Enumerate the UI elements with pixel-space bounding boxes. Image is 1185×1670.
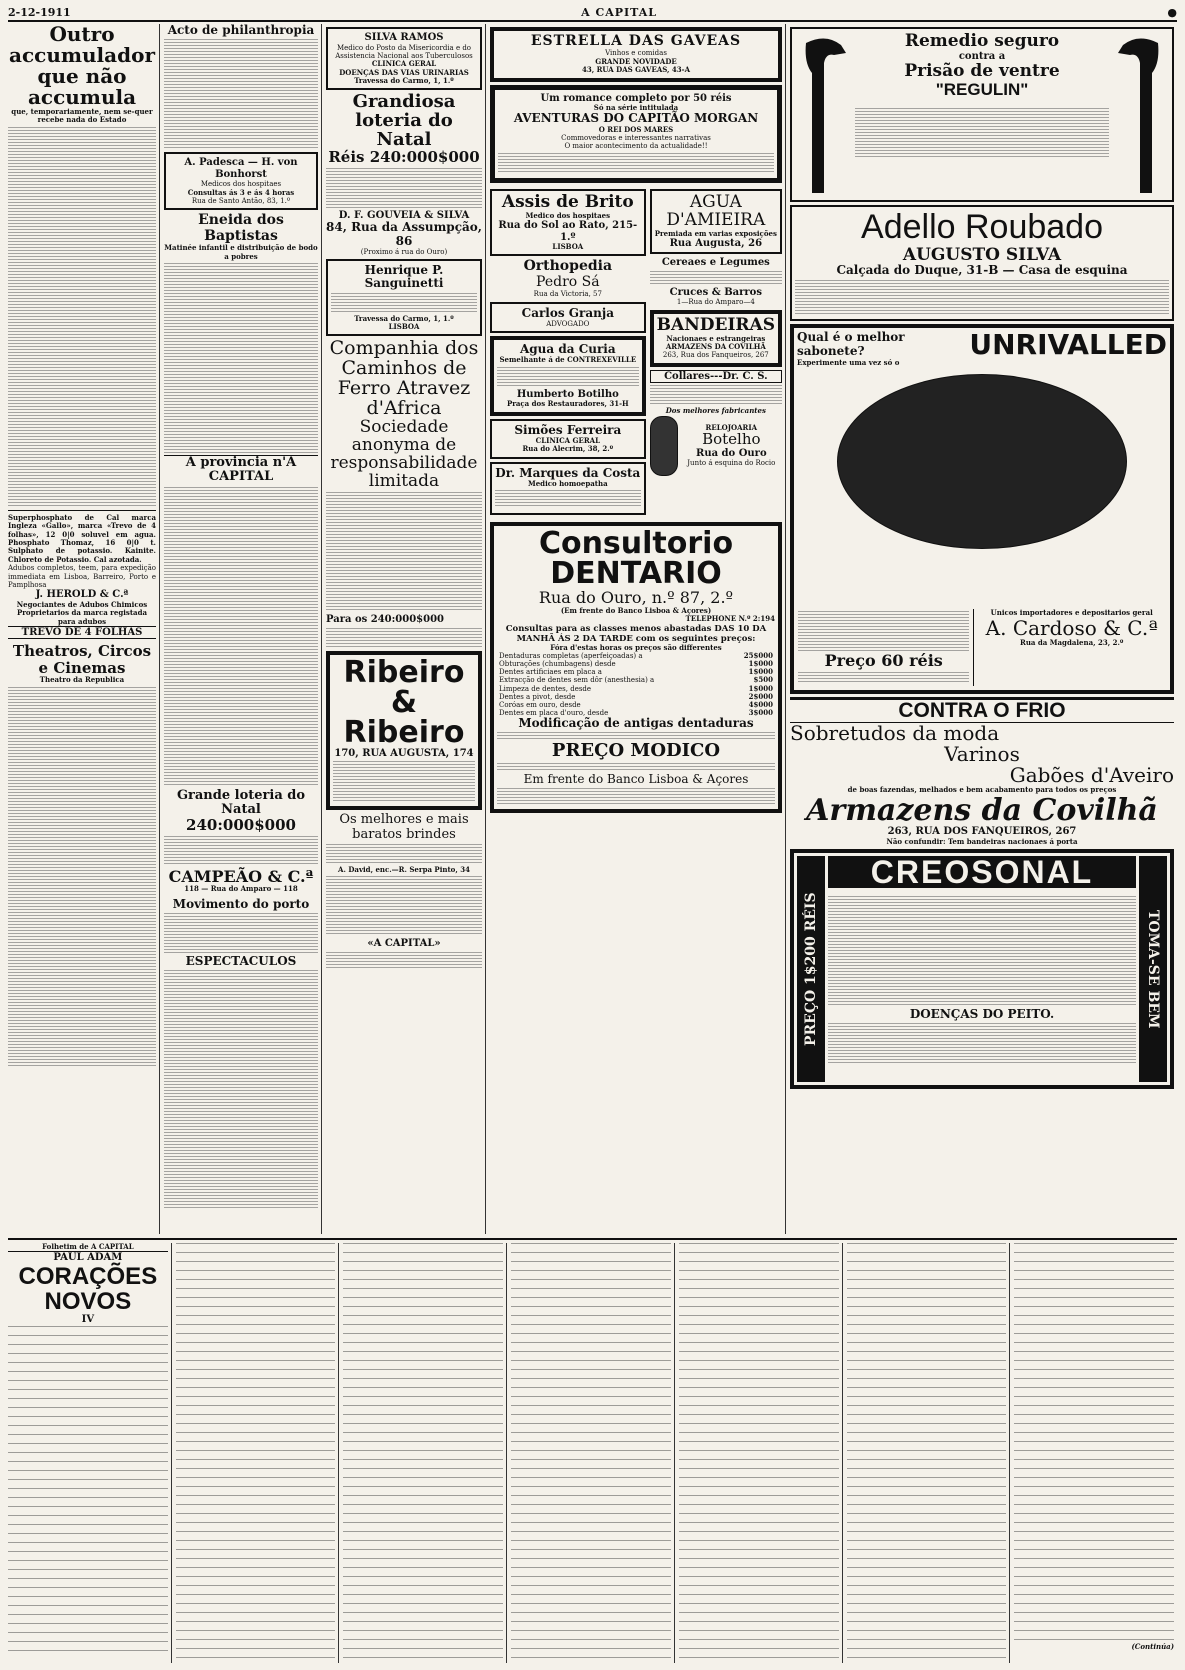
bandeiras-store: ARMAZENS DA COVILHÃ [665, 342, 766, 352]
melhores-body [326, 844, 482, 864]
creosonal-tomase: TOMA-SE BEM [1139, 856, 1167, 1082]
romance-details [498, 153, 774, 173]
gouveia-note: (Proximo á rua do Ouro) [360, 247, 448, 256]
cruces-name: Cruces & Barros [669, 286, 762, 298]
modico-label: PREÇO MODICO [551, 739, 721, 761]
modificacao-body [497, 732, 775, 740]
amieira-name: AGUA D'AMIEIRA [666, 191, 766, 230]
page-header [8, 6, 1177, 22]
melhores-fab: Dos melhores fabricantes [665, 406, 766, 416]
creosonal-footer [828, 1023, 1136, 1063]
folhetim-col-2 [176, 1243, 340, 1663]
botelho-ad [650, 416, 782, 476]
silva-role: Medico do Posto da Misericordia e do Assistencia Nacional aos Tuberculosos [335, 43, 473, 60]
grandiosa-title: Grandiosa loteria do Natal [352, 91, 456, 151]
curia-depositary: Humberto Botilho [516, 388, 619, 400]
consultorio-price-table [497, 652, 775, 716]
provincia-body [164, 487, 318, 787]
column-5 [790, 24, 1177, 1234]
consultorio-ad [490, 522, 782, 813]
campeao-address: 118 — Rua do Amparo — 118 [184, 884, 298, 894]
consultorio-footer [497, 788, 775, 804]
estrella-ad [490, 27, 782, 82]
watch-icon [650, 416, 678, 476]
price-row: Dentaduras completas (aperfeiçoadas) a 25$000 [499, 651, 773, 661]
folhetim-col-3 [343, 1243, 507, 1663]
botelho-street: Rua do Ouro [696, 447, 767, 459]
provincia-title: A provincia n'A CAPITAL [164, 455, 318, 485]
price-row: Obturações (chumbagens) desde 1$000 [499, 659, 773, 669]
adello-title: Adello Roubado [861, 208, 1103, 246]
creosonal-brand: CREOSONAL [828, 856, 1136, 888]
simoes-name: Simões Ferreira [514, 422, 622, 437]
folhetim-col-4 [511, 1243, 675, 1663]
ribeiro-name: Ribeiro & Ribeiro [343, 654, 465, 750]
unrivalled-brand: UNRIVALLED [969, 328, 1167, 362]
gouveia-name: D. F. GOUVEIA & SILVA [338, 209, 470, 221]
companhia-title: Companhia dos Caminhos de Ferro Atravez d'Africa [329, 337, 479, 420]
face-illustration [837, 374, 1127, 549]
para-240-body [326, 628, 482, 648]
folhetim-text-6 [847, 1243, 1007, 1663]
armazens-address: 263, RUA DOS FANQUEIROS, 267 [887, 826, 1077, 838]
folhetim-text-2 [176, 1243, 336, 1663]
espectaculos-title: ESPECTACULOS [185, 953, 297, 968]
unrivalled-body [798, 611, 969, 651]
sanguinetti-details [331, 293, 477, 313]
unrivalled-ad [790, 324, 1174, 694]
collares-title: Collares---Dr. C. S. [650, 370, 782, 384]
romance-event: O maior acontecimento da actualidade!! [564, 142, 708, 151]
philanthropia-title: Acto de philanthropia [167, 24, 315, 37]
espectaculos-body [164, 970, 318, 1210]
campeao-name: CAMPEÃO & C.ª [168, 866, 314, 886]
adello-body [795, 280, 1169, 314]
estrella-address: 43, RUA DAS GAVEAS, 43-A [581, 65, 691, 75]
eneida-subtitle: Matinée infantil e distribuição de bodo a pobres [164, 243, 318, 261]
loteria-natal-value: 240:000$000 [186, 816, 296, 835]
sanguinetti-name: Henrique P. Sanguinetti [364, 263, 444, 291]
assis-city: LISBOA [552, 242, 584, 252]
romance-desc: Commovedoras e interessantes narrativas [561, 134, 711, 143]
grandiosa-value: Réis 240:000$000 [328, 148, 480, 167]
price-row: Coróas em ouro, desde 4$000 [499, 699, 773, 709]
price-row: Dentes a pivot, desde 2$000 [499, 691, 773, 701]
pedro-name: Pedro Sá [536, 273, 600, 290]
costa-name: Dr. Marques da Costa [495, 465, 641, 480]
modificacao-title: Modificação de antigas dentaduras [518, 715, 754, 730]
cruces-address: 1—Rua do Amparo—4 [676, 298, 755, 307]
amieira-ad [650, 189, 782, 255]
creosonal-doencas: DOENÇAS DO PEITO. [909, 1007, 1055, 1021]
eneida-title: Eneida dos Baptistas [198, 212, 284, 244]
column-2 [164, 24, 322, 1234]
movimento-title: Movimento do porto [172, 896, 310, 911]
creosonal-ad [790, 849, 1174, 1089]
eneida-body [164, 263, 318, 453]
folhetim-text-7 [1014, 1243, 1174, 1643]
loteria-body [164, 836, 318, 866]
loteria-natal-title: Grande loteria do Natal [176, 787, 306, 817]
capital-title: «A CAPITAL» [367, 938, 441, 950]
romance-title: Um romance completo por 50 réis [540, 92, 732, 104]
article-title-2: que não accumula [27, 64, 137, 109]
column-3 [326, 24, 486, 1234]
curia-details [497, 367, 639, 387]
unrivalled-price: Preço 60 réis [824, 651, 943, 671]
adello-ad [790, 205, 1174, 321]
amieira-sub: Premiada em varias exposições [654, 228, 777, 238]
regulin-body [855, 108, 1109, 158]
chambre-body [326, 876, 482, 936]
granja-role: ADVOGADO [546, 319, 590, 328]
theatros-body [8, 687, 156, 1067]
lazendas-desc: de boas fazendas, melhados e bem acabamento para todos os preços [847, 785, 1117, 795]
relojoaria-label: RELOJOARIA [705, 422, 758, 432]
folhetim-header: Folhetim de A CAPITAL [8, 1243, 168, 1252]
collares-body [650, 385, 782, 405]
bird-right-icon [1108, 33, 1168, 198]
folhetim-author: PAUL ADAM [53, 1252, 123, 1264]
simoes-ad [490, 419, 646, 459]
consultorio-note: Fóra d'estas horas os preços são differentes [550, 642, 722, 652]
cardoso-name: A. Cardoso & C.ª [985, 615, 1158, 640]
para-240-title: Para os 240:000$000 [326, 614, 445, 626]
creosonal-price: PREÇO 1$200 RÉIS [797, 856, 825, 1082]
consultorio-offer: Consultas para as classes menos abastadas DAS 10 DA MANHÃ ÁS 2 DA TARDE com os seguintes preços: [505, 623, 767, 644]
herold-desc: Negociantes de Adubos Chimicos Proprietarios da marca registada para adubos [16, 599, 148, 626]
padesca-address: Rua de Santo Antão, 83, 1.º [191, 196, 291, 205]
curia-ad [490, 336, 646, 415]
bandeiras-name: BANDEIRAS [656, 314, 775, 335]
silva-address: Travessa do Carmo, 1, 1.º [354, 76, 454, 86]
folhetim-chapter: IV [81, 1314, 95, 1326]
assis-address: Rua do Sol ao Rato, 215-1.º [498, 220, 638, 243]
regulin-contra: contra a [958, 50, 1006, 62]
silva-name: SILVA RAMOS [364, 32, 444, 43]
simoes-address: Rua do Alecrim, 38, 2.º [522, 444, 614, 454]
sanguinetti-address: Travessa do Carmo, 1, 1.º [354, 313, 454, 323]
consultorio-address: Rua do Ouro, n.º 87, 2.º [538, 588, 734, 608]
cardoso-address: Rua da Magdalena, 23, 2.º [1020, 637, 1124, 647]
curia-sub: Semelhante á de CONTREXEVILLE [499, 355, 637, 365]
sanguinetti-ad [326, 259, 482, 336]
silva-ramos-ad [326, 27, 482, 90]
gaboes-title: Gabões d'Aveiro [1009, 763, 1174, 788]
price-row: Dentes em placa d'ouro, desde 3$000 [499, 707, 773, 717]
cereaes-body [650, 271, 782, 285]
sabonete-question: Qual é o melhor sabonete? [797, 330, 905, 359]
trevo-brand: TREVO DE 4 FOLHAS [8, 626, 156, 640]
assis-ad [490, 189, 646, 257]
estrella-novidade: GRANDE NOVIDADE [595, 56, 677, 66]
pedro-address: Rua da Victoria, 57 [533, 290, 602, 299]
padesca-name: A. Padesca — H. von Bonhorst [184, 157, 298, 180]
unicos-label: Unicos importadores e depositarios geral [990, 608, 1153, 618]
granja-name: Carlos Granja [521, 305, 614, 320]
price-row: Extracção de dentes sem dôr (anesthesia) a $500 [499, 675, 773, 685]
gouveia-address: 84, Rua da Assumpção, 86 [326, 220, 482, 248]
folhetim-text-3 [343, 1243, 503, 1663]
adello-owner: AUGUSTO SILVA [902, 244, 1062, 265]
romance-rei: O REI DOS MARES [598, 124, 674, 134]
philanthropia-body [164, 39, 318, 149]
article-title-1: Outro accumulador [9, 24, 155, 67]
padesca-hours: Consultas ás 3 e ás 4 horas [187, 187, 295, 197]
silva-specialty: DOENÇAS DAS VIAS URINARIAS [339, 67, 469, 77]
regulin-condition: Prisão de ventre [904, 61, 1060, 82]
varinos-title: Varinos [944, 742, 1020, 767]
amieira-address: Rua Augusta, 26 [669, 237, 763, 249]
consultorio-phone: TELEPHONE N.º 2:194 [685, 614, 775, 624]
unrivalled-sales [798, 672, 969, 684]
ribeiro-address: 170, RUA AUGUSTA, 174 [334, 747, 474, 759]
folhetim-col-5 [679, 1243, 843, 1663]
folhetim-col-7 [1014, 1243, 1177, 1663]
folhetim-text-4 [511, 1243, 671, 1663]
padesca-role: Medicos dos hospitaes [200, 180, 282, 189]
grandiosa-body [326, 168, 482, 208]
sanguinetti-city: LISBOA [388, 321, 420, 331]
costa-ad [490, 462, 646, 516]
adello-address: Calçada do Duque, 31-B — Casa de esquina [836, 263, 1128, 278]
botelho-name: Botelho [702, 430, 761, 449]
curia-address: Praça dos Restauradores, 31-H [506, 399, 629, 409]
ribeiro-ad [326, 651, 482, 811]
costa-role: Medico homoepatha [527, 478, 608, 488]
botelho-corner: Junto á esquina do Rocio [687, 459, 776, 468]
folhetim-section [8, 1238, 1177, 1663]
sociedade-title: Sociedade anonyma de responsabilidade limitada [330, 417, 478, 491]
padesca-ad [164, 152, 318, 210]
armazens-title: Armazens da Covilhã [806, 792, 1158, 828]
consultorio-title: Consultorio DENTARIO [538, 526, 734, 592]
adubos-text-2: Adubos completos, teem, para expedição immediata em Lisboa, Barreiro, Porto e Pamplhosa [8, 564, 156, 589]
armazens-note: Não confundir: Tem bandeiras nacionaes á porta [886, 836, 1078, 846]
bandeiras-address: 263, Rua dos Fanqueiros, 267 [662, 351, 769, 360]
frente-label: Em frente do Banco Lisboa & Açores [523, 771, 749, 786]
price-row: Limpeza de dentes, desde 1$000 [499, 683, 773, 693]
header-page-marker: ● [1167, 5, 1177, 19]
column-4 [490, 24, 786, 1234]
regulin-title: Remedio seguro [904, 31, 1060, 51]
ribeiro-details [333, 761, 475, 801]
modico-body [497, 763, 775, 771]
col4-left-sub [490, 186, 646, 518]
romance-ad [490, 85, 782, 183]
theatros-title: Theatros, Circos e Cinemas [12, 642, 152, 677]
romance-series: AVENTURAS DO CAPITÃO MORGAN [513, 111, 759, 126]
costa-details [495, 490, 641, 508]
assis-role: Medico dos hospitaes [525, 210, 611, 220]
theatro-republica: Theatro da Republica [39, 675, 125, 685]
header-paper-name: A CAPITAL [581, 5, 658, 19]
folhetim-continua: (Continúa) [1131, 1642, 1175, 1651]
article-body [8, 127, 156, 507]
adubos-text: Superphosphato de Cal marca Ingleza «Gallo», marca «Trevo de 4 folhas», 12 0|0 soluvel em agua. Phosphato Thomaz, 16 0|0 t. Sulphato de potassio. Kainite. Chloreto de Potassio. Cal azotada. [8, 512, 156, 564]
cereaes-title: Cereaes e Legumes [661, 257, 770, 269]
capital-body [326, 952, 482, 968]
consultorio-landmark: (Em frente do Banco Lisboa & Açores) [560, 605, 712, 615]
folhetim-col-6 [847, 1243, 1011, 1663]
simoes-clinic: CLINICA GERAL [535, 435, 600, 445]
folhetim-title: CORAÇÕES NOVOS [18, 1262, 158, 1316]
estrella-name: ESTRELLA DAS GAVEAS [530, 33, 742, 49]
price-row: Dentes artificiaes em placa a 1$000 [499, 667, 773, 677]
silva-clinic: CLINICA GERAL [371, 59, 437, 69]
david-address: A. David, enc.—R. Serpa Pinto, 34 [338, 865, 470, 875]
folhetim-text-5 [679, 1243, 839, 1663]
folhetim-col-1 [8, 1243, 172, 1663]
article-subtitle: que, temporariamente, nem se-quer recebe nada do Estado [11, 107, 153, 125]
header-date: 2-12-1911 [8, 5, 71, 19]
frio-title: CONTRA O FRIO [790, 697, 1174, 723]
romance-sub: Só na série intitulada [593, 103, 679, 113]
col4-right-sub [650, 186, 782, 518]
bandeiras-ad [650, 310, 782, 367]
regulin-ad [790, 27, 1174, 202]
melhores-title: Os melhores e mais baratos brindes [339, 812, 469, 842]
estrella-sub: Vinhos e comidas [605, 49, 667, 58]
granja-ad [490, 302, 646, 334]
bird-left-icon [796, 33, 856, 198]
top-columns [8, 24, 1177, 1234]
companhia-body [326, 492, 482, 612]
sobretudos-title: Sobretudos da moda [790, 721, 1000, 746]
curia-name: Agua da Curia [519, 342, 616, 357]
movimento-body [164, 913, 318, 953]
assis-name: Assis de Brito [501, 191, 634, 212]
regulin-brand: "REGULIN" [935, 79, 1029, 99]
folhetim-text-1 [8, 1326, 168, 1656]
experimente-label: Experimente uma vez só o [797, 358, 900, 368]
orthopedia-title: Orthopedia [523, 258, 613, 275]
herold-name: J. HEROLD & C.ª [35, 589, 129, 601]
bandeiras-sub: Nacionaes e estrangeiras [666, 333, 766, 343]
column-1 [8, 24, 160, 1234]
creosonal-body [828, 896, 1136, 1006]
